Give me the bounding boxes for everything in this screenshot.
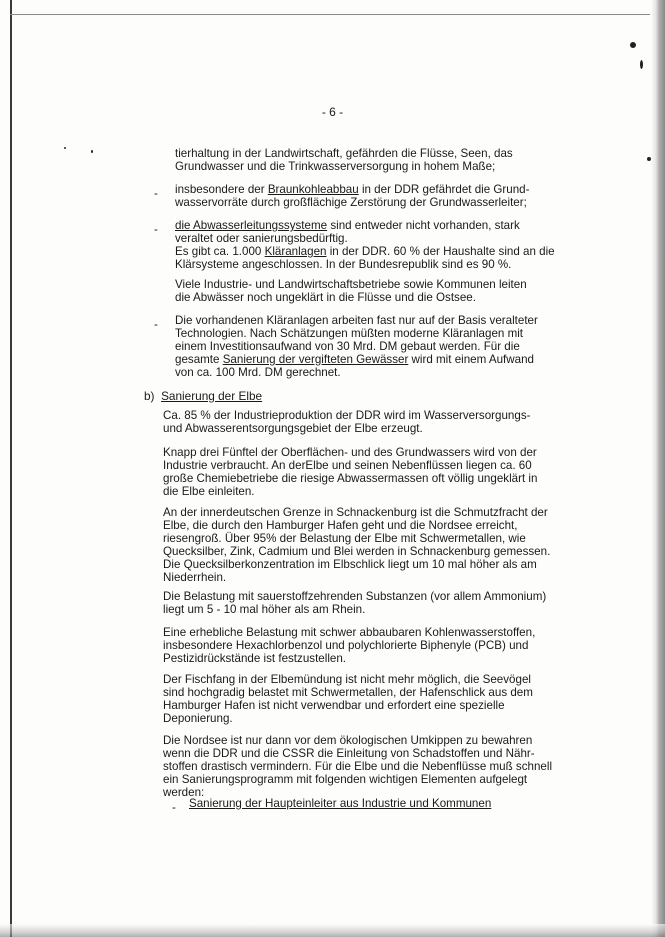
text-line: Grundwasser und die Trinkwasserversorgung in hohem Maße; (175, 160, 496, 173)
text-line (175, 219, 555, 232)
text-line: liegt um 5 - 10 mal höher als am Rhein. (163, 603, 366, 616)
text-line: und Abwasserentsorgungsgebiet der Elbe erzeugt. (163, 422, 423, 435)
underlined-term: Braunkohleabbau (267, 183, 359, 196)
intro-paragraph (175, 147, 513, 173)
scan-edge-right (651, 0, 665, 937)
scan-speck (640, 60, 643, 69)
text-line: ein Sanierungsprogramm mit folgenden wichtigen Elementen aufgelegt (163, 773, 528, 786)
text-line: Deponierung. (163, 712, 233, 725)
text-line: Niederrhein. (163, 571, 227, 584)
underlined-term: Kläranlagen (264, 245, 327, 258)
text-line: einem Investitionsaufwand von 30 Mrd. DM gebaut werden. Für die (175, 340, 520, 353)
text-line: Die Quecksilberkonzentration im Elbschlick liegt um 10 mal höher als am (163, 558, 537, 571)
text-segment: Es gibt ca. 1.000 (175, 245, 265, 258)
text-line: von ca. 100 Mrd. DM gerechnet. (175, 366, 341, 379)
text-segment: in der DDR. 60 % der Haushalte sind an die (326, 245, 555, 258)
text-line: Ca. 85 % der Industrieproduktion der DDR wird im Wasserversorgungs- (163, 409, 531, 422)
text-line: werden: (163, 786, 205, 799)
paragraph (163, 734, 552, 799)
text-segment: in der DDR gefährdet die Grund- (358, 183, 530, 196)
text-line: Quecksilber, Zink, Cadmium und Blei werden in Schnackenburg gemessen. (163, 545, 551, 558)
text-line: große Chemiebetriebe die riesige Abwassermassen oft völlig ungeklärt in (163, 472, 538, 485)
bullet-dash: - (154, 187, 158, 200)
text-line: wenn die DDR und die CSSR die Einleitung von Schadstoffen und Nähr- (163, 747, 535, 760)
text-line (175, 183, 530, 196)
text-line: Klärsysteme angeschlossen. In der Bundesrepublik sind es 90 %. (175, 258, 512, 271)
bullet-dash: - (172, 801, 176, 814)
text-line: stoffen drastisch vermindern. Für die Elbe und die Nebenflüsse muß schnell (163, 760, 553, 773)
text-line: wasservorräte durch großflächige Zerstörung der Grundwasserleiter; (175, 196, 527, 209)
text-line: Technologien. Nach Schätzungen müßten moderne Kläranlagen mit (175, 327, 524, 340)
text-line (175, 353, 538, 366)
page-number: - 6 - (321, 105, 344, 119)
scan-speck (630, 42, 636, 48)
section-label: b) (144, 389, 155, 403)
bullet-braunkohle (175, 183, 530, 209)
bullet-klaeranlagen (175, 314, 538, 379)
scan-speck (647, 157, 651, 161)
text-line: Die vorhandenen Kläranlagen arbeiten fast nur auf der Basis veralteter (175, 314, 538, 327)
text-line: Pestizidrückstände ist festzustellen. (163, 652, 347, 665)
paragraph (163, 590, 546, 616)
bullet-abwasser-para2 (175, 278, 527, 304)
text-segment: insbesondere der (175, 183, 268, 196)
paragraph (163, 626, 535, 665)
text-line: die Elbe einleiten. (163, 485, 255, 498)
text-line: Hamburger Hafen ist nicht verwendbar und erfordert eine spezielle (163, 699, 505, 712)
paragraph (163, 409, 531, 435)
section-title: Sanierung der Elbe (161, 389, 263, 403)
text-segment: gesamte (175, 353, 223, 366)
text-line: An der innerdeutschen Grenze in Schnackenburg ist die Schmutzfracht der (163, 506, 548, 519)
paragraph (163, 673, 533, 725)
paragraph (163, 506, 550, 584)
scan-speck (91, 150, 93, 153)
text-segment: sind entweder nicht vorhanden, stark (327, 219, 520, 232)
text-line (175, 245, 555, 258)
text-line: tierhaltung in der Landwirtschaft, gefährden die Flüsse, Seen, das (175, 147, 513, 160)
text-line: Elbe, die durch den Hamburger Hafen geht und die Nordsee erreicht, (163, 519, 518, 532)
text-line: sind hochgradig belastet mit Schwermetallen, der Hafenschlick aus dem (163, 686, 533, 699)
text-line: Die Belastung mit sauerstoffzehrenden Substanzen (vor allem Ammonium) (163, 590, 547, 603)
text-line: Viele Industrie- und Landwirtschaftsbetriebe sowie Kommunen leiten (175, 278, 527, 291)
underlined-term: Sanierung der vergifteten Gewässer (222, 353, 409, 366)
bullet-dash: - (154, 223, 158, 236)
scan-edge-bottom (0, 924, 665, 937)
final-bullet (189, 797, 491, 810)
text-line: die Abwässer noch ungeklärt in die Flüsse und die Ostsee. (175, 291, 476, 304)
text-line: Knapp drei Fünftel der Oberflächen- und des Grundwassers wird von der (163, 446, 537, 459)
text-line: veraltet oder sanierungsbedürftig. (175, 232, 348, 245)
underlined-term: die Abwasserleitungssysteme (175, 219, 328, 232)
section-heading (144, 389, 262, 403)
bullet-dash: - (154, 318, 158, 331)
text-line: riesengroß. Über 95% der Belastung der Elbe mit Schwermetallen, wie (163, 532, 526, 545)
paragraph (163, 446, 537, 498)
text-line: Der Fischfang in der Elbemündung ist nicht mehr möglich, die Seevögel (163, 673, 531, 686)
text-line: insbesondere Hexachlorbenzol und polychlorierte Biphenyle (PCB) und (163, 639, 529, 652)
text-line: Eine erhebliche Belastung mit schwer abbaubaren Kohlenwasserstoffen, (163, 626, 536, 639)
scan-edge-top (10, 14, 650, 15)
text-line: Industrie verbraucht. An derElbe und seinen Nebenflüssen liegen ca. 60 (163, 459, 532, 472)
bullet-abwasser (175, 219, 555, 271)
text-segment: wird mit einem Aufwand (408, 353, 534, 366)
text-line: Die Nordsee ist nur dann vor dem ökologischen Umkippen zu bewahren (163, 734, 533, 747)
scan-speck (64, 147, 66, 149)
text-line: Sanierung der Haupteinleiter aus Industrie und Kommunen (189, 797, 492, 810)
scan-edge-left (10, 0, 12, 937)
